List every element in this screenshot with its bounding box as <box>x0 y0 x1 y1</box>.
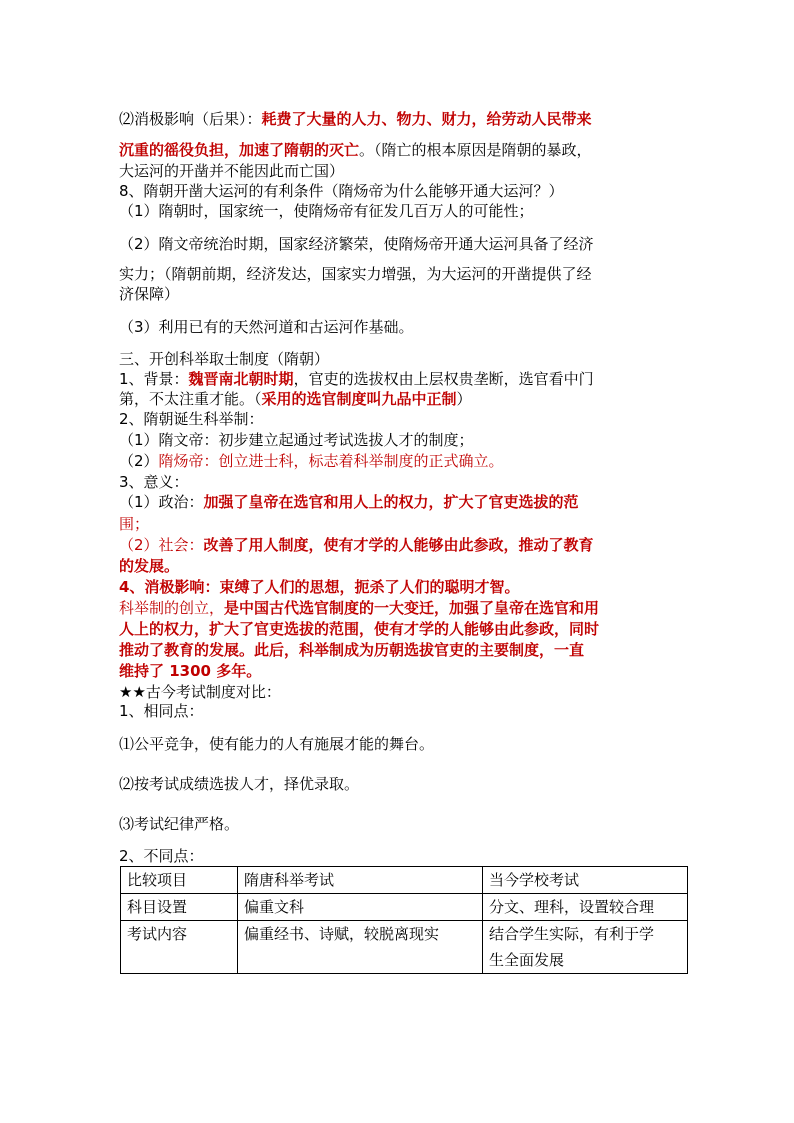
text: ，官吏的选拔权由上层权贵垄断，选官看中门 <box>293 370 594 388</box>
text-line: 实力；（隋朝前期，经济发达，国家实力增强，为大运河的开凿提供了经 <box>119 265 592 283</box>
text-line <box>119 109 592 129</box>
label: （2） <box>119 452 159 470</box>
text: 科举制的创立， <box>119 599 225 617</box>
text-line: ⑶考试纪律严格。 <box>119 815 240 833</box>
table-header-row <box>121 867 688 894</box>
cell-line: 结合学生实际，有利于学 <box>489 925 655 943</box>
text-line: 济保障） <box>119 285 180 303</box>
text-line <box>119 389 472 409</box>
note: 。（隋亡的根本原因是隋朝的暴政， <box>359 141 592 159</box>
text-line <box>119 492 579 512</box>
key-point: 魏晋南北朝时期 <box>188 370 294 388</box>
text-line <box>119 535 594 555</box>
text-line <box>119 451 504 471</box>
table-cell <box>483 921 688 974</box>
table-header-cell: 隋唐科举考试 <box>238 867 483 894</box>
label: 1、背景： <box>119 370 189 388</box>
table-cell: 分文、理科，设置较合理 <box>483 894 688 921</box>
label: （1）政治： <box>119 493 204 511</box>
key-point: 改善了用人制度，使有才学的人能够由此参政，推动了教育 <box>203 536 594 554</box>
text-line: 的发展。 <box>119 557 180 575</box>
text-line: 大运河的开凿并不能因此而亡国） <box>119 162 345 180</box>
text-line: （3）利用已有的天然河道和古运河作基础。 <box>119 318 414 336</box>
key-point: 加强了皇帝在选官和用人上的权力，扩大了官吏选拔的范 <box>203 493 579 511</box>
table-cell: 偏重经书、诗赋，较脱离现实 <box>238 921 483 974</box>
key-point: 隋炀帝：创立进士科，标志着科举制度的正式确立。 <box>158 452 504 470</box>
key-point: 采用的选官制度叫九品中正制 <box>261 390 457 408</box>
label: （2）社会： <box>119 536 204 554</box>
text-line: （1）隋文帝：初步建立起通过考试选拔人才的制度； <box>119 431 474 449</box>
text-line: 1、相同点： <box>119 702 204 720</box>
section-heading: 8、隋朝开凿大运河的有利条件（隋炀帝为什么能够开通大运河？） <box>119 182 564 200</box>
text: 第，不太注重才能。（ <box>119 390 262 408</box>
table-row <box>121 894 688 921</box>
text-line <box>119 598 599 618</box>
comparison-table <box>120 866 688 974</box>
text-line: ⑴公平竞争，使有能力的人有施展才能的舞台。 <box>119 735 435 753</box>
table-cell: 偏重文科 <box>238 894 483 921</box>
text-line: 维持了 1300 多年。 <box>119 662 262 680</box>
text-line: ⑵按考试成绩选拔人才，择优录取。 <box>119 775 360 793</box>
text-line: 4、消极影响：束缚了人们的思想，扼杀了人们的聪明才智。 <box>119 578 520 596</box>
section-heading: 三、开创科举取士制度（隋朝） <box>119 350 330 368</box>
key-point: 沉重的徭役负担，加速了隋朝的灭亡 <box>119 141 360 159</box>
table-header-cell: 当今学校考试 <box>483 867 688 894</box>
table-cell: 科目设置 <box>121 894 238 921</box>
text: ） <box>456 390 472 408</box>
key-point: 耗费了大量的人力、物力、财力，给劳动人民带来 <box>261 110 592 128</box>
text-line: （1）隋朝时，国家统一，使隋炀帝有征发几百万人的可能性； <box>119 202 534 220</box>
key-point: 是中国古代选官制度的一大变迁，加强了皇帝在选官和用 <box>224 599 600 617</box>
heading-negative-impact: ⑵消极影响（后果）： <box>119 110 262 128</box>
text-line: 推动了教育的发展。此后，科举制成为历朝选拔官吏的主要制度，一直 <box>119 641 585 659</box>
table-header-cell: 比较项目 <box>121 867 238 894</box>
table-cell: 考试内容 <box>121 921 238 974</box>
table-row <box>121 921 688 974</box>
text-line <box>119 369 594 389</box>
cell-line: 生全面发展 <box>489 951 565 969</box>
text-line: 人上的权力，扩大了官吏选拔的范围，使有才学的人能够由此参政，同时 <box>119 620 600 638</box>
section-heading: ★★古今考试制度对比： <box>119 683 281 701</box>
text-line: 3、意义： <box>119 473 189 491</box>
text-line: 围； <box>119 515 150 533</box>
text-line <box>119 140 592 160</box>
text-line: （2）隋文帝统治时期，国家经济繁荣，使隋炀帝开通大运河具备了经济 <box>119 235 594 253</box>
text-line: 2、不同点： <box>119 847 204 865</box>
text-line: 2、隋朝诞生科举制： <box>119 410 264 428</box>
